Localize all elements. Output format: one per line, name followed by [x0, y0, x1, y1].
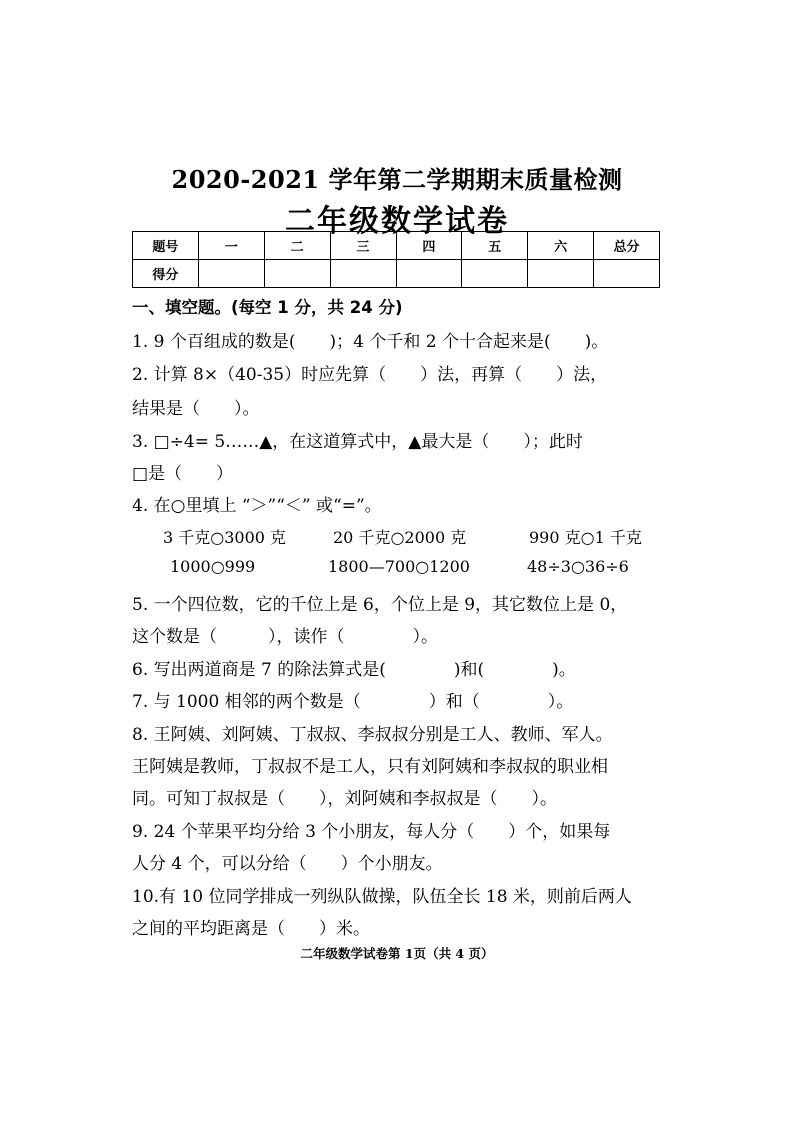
question-line: 8. 王阿姨、刘阿姨、丁叔叔、李叔叔分别是工人、教师、军人。 [132, 725, 613, 745]
score-header-cell: 三 [330, 232, 396, 260]
exam-title-subject: 二年级数学试卷 [285, 204, 509, 239]
score-table-score-row [133, 260, 660, 288]
question-line: 3. □÷4= 5……▲，在这道算式中，▲最大是（ ）；此时 [132, 432, 583, 452]
score-header-cell: 总分 [594, 232, 660, 260]
question-line: 1. 9 个百组成的数是( )；4 个千和 2 个十合起来是( )。 [132, 332, 609, 352]
question-line: 这个数是（ ），读作（ ）。 [132, 627, 438, 647]
question-line: 王阿姨是教师，丁叔叔不是工人，只有刘阿姨和李叔叔的职业相 [132, 757, 608, 777]
compare-item: 990 克○1 千克 [529, 528, 642, 547]
question-line: 人分 4 个，可以分给（ ）个小朋友。 [132, 854, 443, 874]
score-header-cell: 六 [528, 232, 594, 260]
question-line: 6. 写出两道商是 7 的除法算式是( )和( )。 [132, 660, 576, 680]
score-cell [264, 260, 330, 288]
score-header-cell: 四 [396, 232, 462, 260]
question-line: 同。可知丁叔叔是（ ），刘阿姨和李叔叔是（ ）。 [132, 789, 557, 809]
score-cell [330, 260, 396, 288]
score-cell [462, 260, 528, 288]
question-line: 9. 24 个苹果平均分给 3 个小朋友，每人分（ ）个，如果每 [132, 822, 611, 842]
score-header-cell: 题号 [133, 232, 199, 260]
question-line: 4. 在○里填上 “＞”“＜” 或“=”。 [132, 496, 382, 516]
compare-item: 48÷3○36÷6 [527, 557, 629, 576]
score-header-cell: 二 [264, 232, 330, 260]
section-heading: 一、填空题。(每空 1 分，共 24 分) [132, 298, 403, 317]
score-cell [594, 260, 660, 288]
score-cell [396, 260, 462, 288]
score-cell [198, 260, 264, 288]
question-line: 2. 计算 8×（40-35）时应先算（ ）法，再算（ ）法， [132, 365, 608, 385]
question-line: 10.有 10 位同学排成一列纵队做操，队伍全长 18 米，则前后两人 [132, 887, 632, 907]
question-line: □是（ ） [132, 464, 234, 484]
exam-title-year: 2020-2021 学年第二学期期末质量检测 [171, 165, 623, 194]
compare-item: 20 千克○2000 克 [333, 528, 467, 547]
score-header-cell: 一 [198, 232, 264, 260]
score-row-label: 得分 [133, 260, 199, 288]
score-table [132, 231, 660, 288]
compare-item: 1800—700○1200 [328, 557, 470, 576]
question-line: 之间的平均距离是（ ）米。 [132, 919, 370, 939]
score-table-header-row [133, 232, 660, 260]
compare-item: 3 千克○3000 克 [163, 528, 287, 547]
page-footer: 二年级数学试卷第 1页（共 4 页） [300, 946, 494, 961]
score-cell [528, 260, 594, 288]
question-line: 结果是（ ）。 [132, 399, 260, 419]
question-line: 5. 一个四位数，它的千位上是 6，个位上是 9，其它数位上是 0， [132, 595, 628, 615]
question-line: 7. 与 1000 相邻的两个数是（ ）和（ ）。 [132, 692, 574, 712]
score-header-cell: 五 [462, 232, 528, 260]
compare-item: 1000○999 [170, 557, 256, 576]
